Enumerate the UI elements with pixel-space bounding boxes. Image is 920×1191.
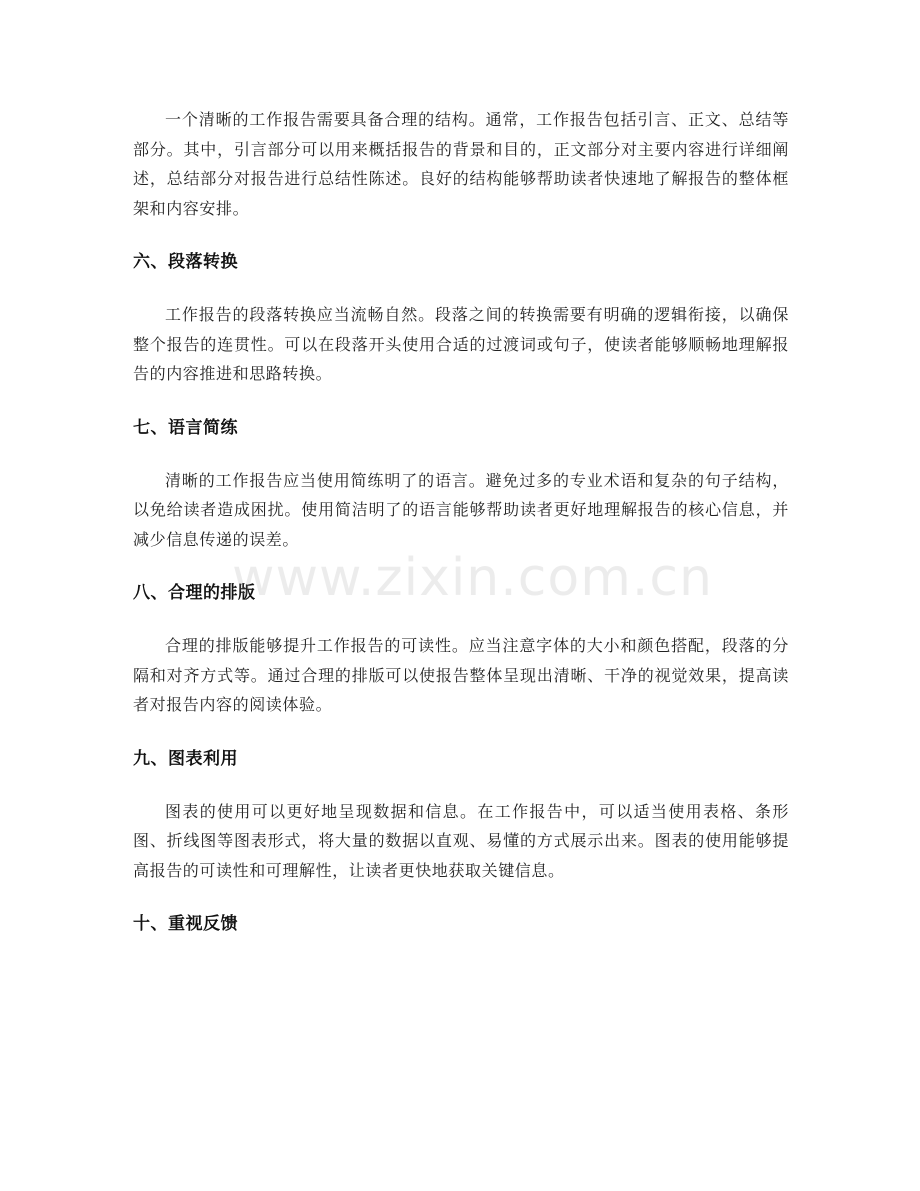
document-body [133,105,789,936]
paragraph-structure: 一个清晰的工作报告需要具备合理的结构。通常，工作报告包括引言、正文、总结等部分。其中，引言部分可以用来概括报告的背景和目的，正文部分对主要内容进行详细阐述，总结部分对报告进行总结性陈述。良好的结构能够帮助读者快速地了解报告的整体框架和内容安排。 [133,110,789,218]
heading-paragraph-transition: 六、段落转换 [133,252,238,272]
heading-charts: 九、图表利用 [133,748,238,769]
watermark: www.zixin.com.cn [232,548,713,608]
heading-feedback: 十、重视反馈 [133,914,238,934]
heading-concise-language: 七、语言简练 [133,417,238,438]
paragraph-transition: 工作报告的段落转换应当流畅自然。段落之间的转换需要有明确的逻辑衔接，以确保整个报告的连贯性。可以在段落开头使用合适的过渡词或句子，使读者能够顺畅地理解报告的内容推进和思路转换。 [133,305,789,383]
heading-layout: 八、合理的排版 [133,583,256,603]
paragraph-layout: 合理的排版能够提升工作报告的可读性。应当注意字体的大小和颜色搭配，段落的分隔和对齐方式等。通过合理的排版可以使报告整体呈现出清晰、干净的视觉效果，提高读者对报告内容的阅读体验。 [133,636,789,714]
paragraph-concise-language: 清晰的工作报告应当使用简练明了的语言。避免过多的专业术语和复杂的句子结构，以免给读者造成困扰。使用简洁明了的语言能够帮助读者更好地理解报告的核心信息，并减少信息传递的误差。 [133,470,789,549]
paragraph-charts: 图表的使用可以更好地呈现数据和信息。在工作报告中，可以适当使用表格、条形图、折线图等图表形式，将大量的数据以直观、易懂的方式展示出来。图表的使用能够提高报告的可读性和可理解性，让读者更快地获取关键信息。 [133,801,789,880]
